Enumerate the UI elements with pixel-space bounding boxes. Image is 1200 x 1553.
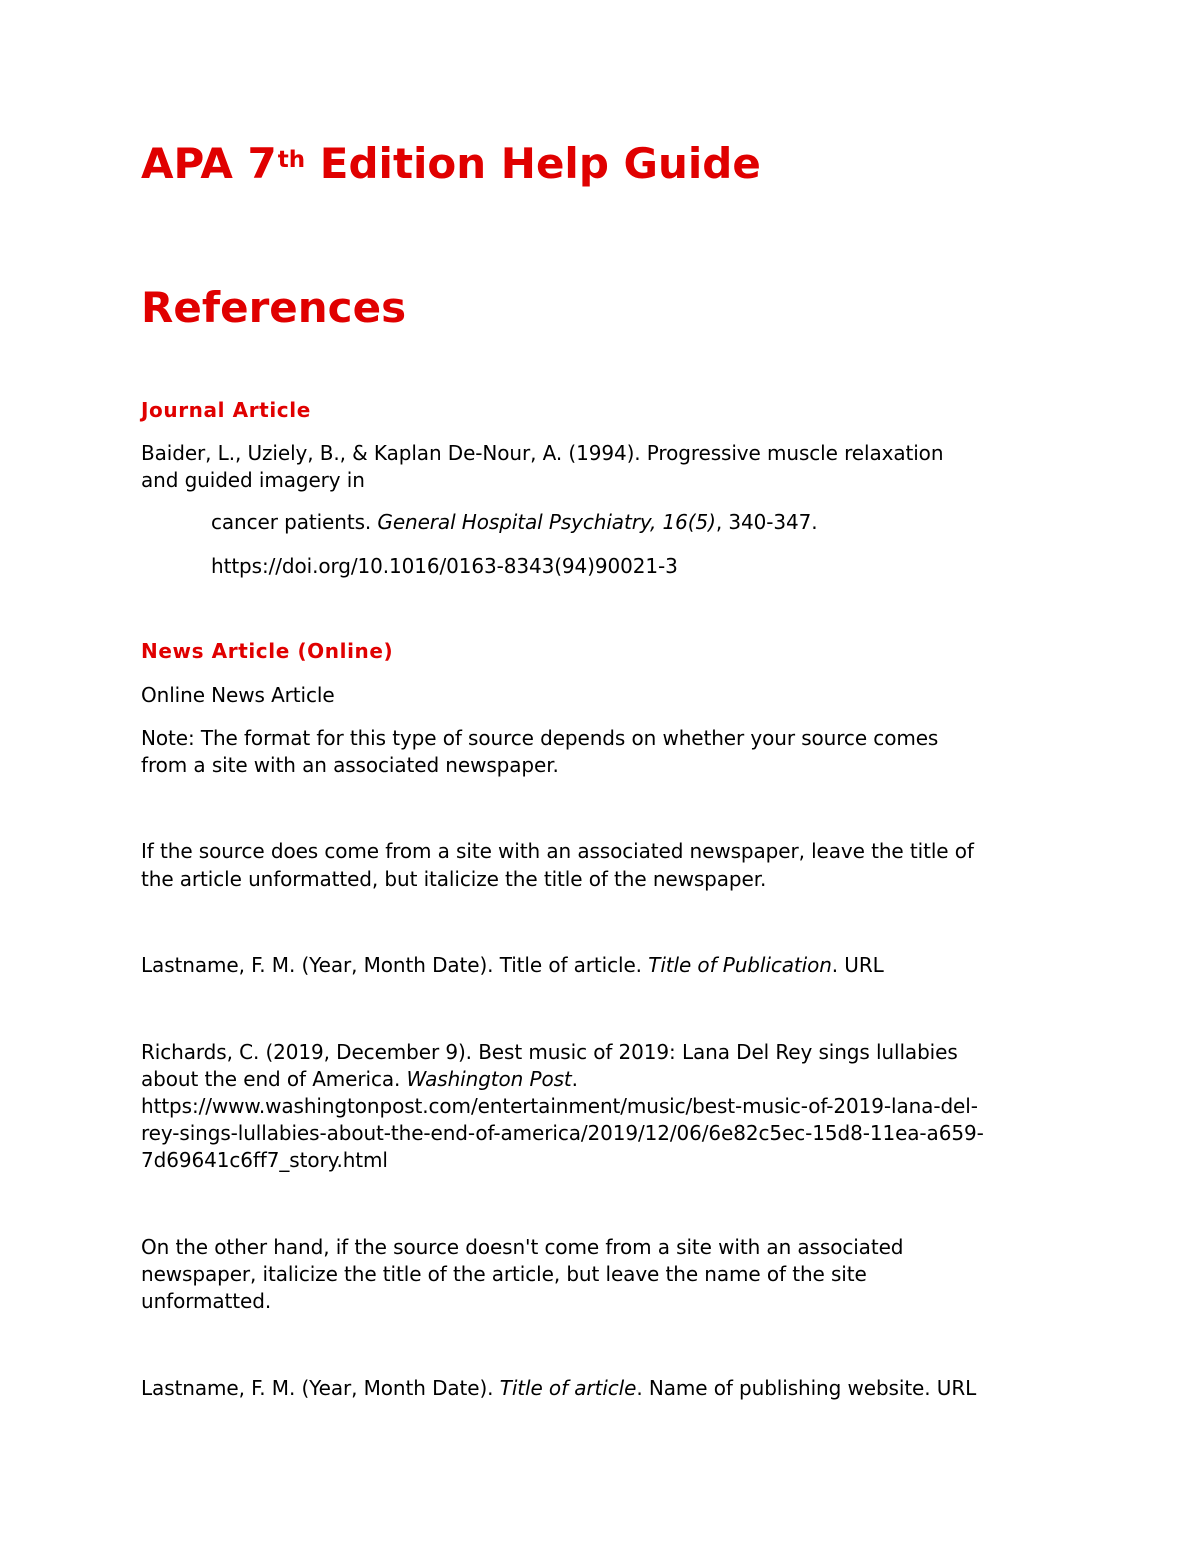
other-line-1: On the other hand, if the source doesn't come from a site with an associated (141, 1235, 904, 1259)
associated-line-1: If the source does come from a site with an associated newspaper, leave the title of (141, 839, 974, 863)
title-rest: Edition Help Guide (305, 139, 761, 188)
example-url-line-3[interactable]: 7d69641c6ff7_story.html (141, 1148, 388, 1172)
title-superscript: th (277, 147, 306, 173)
page-title (141, 138, 761, 190)
journal-citation-line-2: and guided imagery in (141, 468, 365, 492)
journal-title-italic: General Hospital Psychiatry, 16(5) (377, 510, 716, 534)
journal-doi-link[interactable]: https://doi.org/10.1016/0163-8343(94)90021-3 (211, 554, 678, 578)
journal-pages: , 340-347. (715, 510, 818, 534)
example-period: . (571, 1067, 578, 1091)
example-url-line-2[interactable]: rey-sings-lullabies-about-the-end-of-america/2019/12/06/6e82c5ec-15d8-11ea-a659- (141, 1121, 984, 1145)
example-line-1: Richards, C. (2019, December 9). Best music of 2019: Lana Del Rey sings lullabies (141, 1040, 958, 1064)
format-newspaper (141, 952, 884, 979)
journal-article-heading: Journal Article (141, 398, 311, 422)
example-url-line-1[interactable]: https://www.washingtonpost.com/entertainment/music/best-music-of-2019-lana-del- (141, 1094, 978, 1118)
journal-citation-text: cancer patients. (211, 510, 378, 534)
other-line-3: unformatted. (141, 1289, 272, 1313)
references-heading: References (141, 283, 407, 332)
format-newspaper-text: Lastname, F. M. (Year, Month Date). Title of article. (141, 953, 649, 977)
format-website-text: Lastname, F. M. (Year, Month Date). (141, 1376, 500, 1400)
example-text: about the end of America. (141, 1067, 407, 1091)
associated-line-2: the article unformatted, but italicize the title of the newspaper. (141, 867, 767, 891)
title-main: APA 7 (141, 139, 277, 188)
news-subheading: Online News Article (141, 683, 335, 707)
journal-citation-line-1: Baider, L., Uziely, B., & Kaplan De-Nour, A. (1994). Progressive muscle relaxation (141, 441, 944, 465)
format-website-italic: Title of article (499, 1376, 637, 1400)
example-publication-italic: Washington Post (406, 1067, 572, 1091)
format-website (141, 1375, 976, 1402)
format-website-rest: . Name of publishing website. URL (636, 1376, 977, 1400)
other-line-2: newspaper, italicize the title of the article, but leave the name of the site (141, 1262, 867, 1286)
note-line-1: Note: The format for this type of source depends on whether your source comes (141, 726, 939, 750)
example-line-2 (141, 1066, 578, 1093)
note-line-2: from a site with an associated newspaper. (141, 753, 559, 777)
journal-citation-line-3 (211, 509, 817, 536)
news-article-heading: News Article (Online) (141, 639, 394, 663)
format-newspaper-italic: Title of Publication (648, 953, 832, 977)
format-newspaper-url: . URL (831, 953, 884, 977)
